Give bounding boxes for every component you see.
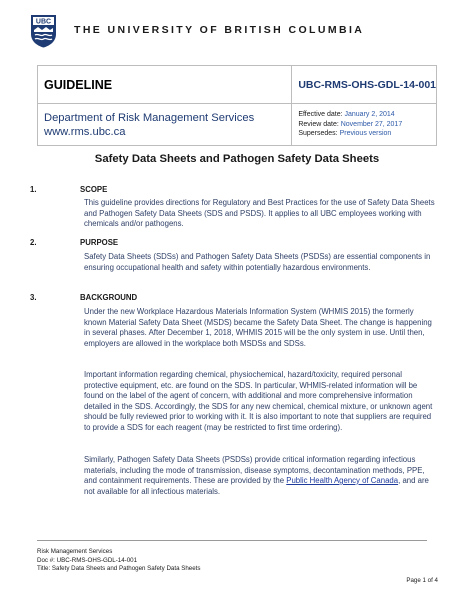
supersedes: Supersedes: Previous version bbox=[298, 130, 392, 138]
effective-date: Effective date: January 2, 2014 bbox=[298, 111, 395, 119]
background-paragraph-2: Important information regarding chemical, physiochemical, hazard/toxicity, required personal protective equipment, etc. are found on the SDS. In particular, WHMIS-related information will be found on the label of the agent of concern, with additional and more comprehensive information detailed in the SDS. Accordingly, the SDS for any new chemical, chemical mixture, or unknown agent should be fully reviewed prior to working with it. It is also important to note that suppliers are required to provide a SDS for each reagent (may be restricted to first time ordering). bbox=[84, 370, 433, 432]
phac-link[interactable]: Public Health Agency of Canada bbox=[286, 476, 399, 485]
footer-title: Title: Safety Data Sheets and Pathogen Safety Data Sheets bbox=[37, 565, 201, 573]
page-footer bbox=[37, 548, 201, 574]
review-date: Review date: November 27, 2017 bbox=[298, 120, 403, 128]
document-title: Safety Data Sheets and Pathogen Safety Data Sheets bbox=[94, 153, 380, 165]
title-block bbox=[37, 65, 437, 146]
department-url[interactable]: www.rms.ubc.ca bbox=[44, 125, 126, 138]
footer-doc-number: Doc #: UBC-RMS-OHS-GDL-14-001 bbox=[37, 556, 138, 564]
page-number: Page 1 of 4 bbox=[406, 577, 438, 584]
department-name: Department of Risk Management Services bbox=[44, 111, 255, 124]
section-heading-scope: 1. SCOPE bbox=[30, 185, 108, 194]
background-paragraph-3: Similarly, Pathogen Safety Data Sheets (PSDSs) provide critical information regarding infectious materials, including the mode of transmission, disease symptoms, decontamination methods, PPE, and containment requirements. These are provided by the Public Health Agency of Canada, and are not available for all infectious materials. bbox=[84, 455, 429, 496]
background-paragraph-1: Under the new Workplace Hazardous Materials Information System (WHMIS 2015) the formerly known Material Safety Data Sheet (MSDS) became the Safety Data Sheet. The change is happening in several phases. After December 1, 2018, WHMIS 2015 will be the only system in use. Until then, employers are allowed in the workplace both MSDSs and SDSs. bbox=[84, 307, 432, 348]
page-header bbox=[30, 14, 450, 48]
document-type: GUIDELINE bbox=[38, 66, 292, 104]
document-code: UBC-RMS-OHS-GDL-14-001 bbox=[292, 66, 437, 104]
section-heading-purpose: 2. PURPOSE bbox=[30, 238, 119, 247]
footer-divider bbox=[37, 540, 427, 541]
document-dates bbox=[292, 104, 437, 146]
ubc-crest-icon bbox=[30, 14, 57, 48]
section-heading-background: 3. BACKGROUND bbox=[30, 293, 138, 302]
purpose-paragraph: Safety Data Sheets (SDSs) and Pathogen Safety Data Sheets (PSDSs) are essential components in ensuring occupational health and safety within potentially hazardous environments. bbox=[84, 252, 431, 272]
department-info bbox=[38, 104, 292, 146]
university-name: THE UNIVERSITY OF BRITISH COLUMBIA bbox=[74, 24, 365, 36]
footer-department: Risk Management Services bbox=[37, 548, 113, 555]
svg-text:UBC: UBC bbox=[35, 18, 52, 26]
scope-paragraph: This guideline provides directions for Regulatory and Best Practices for the use of Safety Data Sheets and Pathogen Safety Data Sheets (SDS and PSDS). It applies to all UBC employees working with chemicals and/or pathogens. bbox=[84, 198, 435, 228]
